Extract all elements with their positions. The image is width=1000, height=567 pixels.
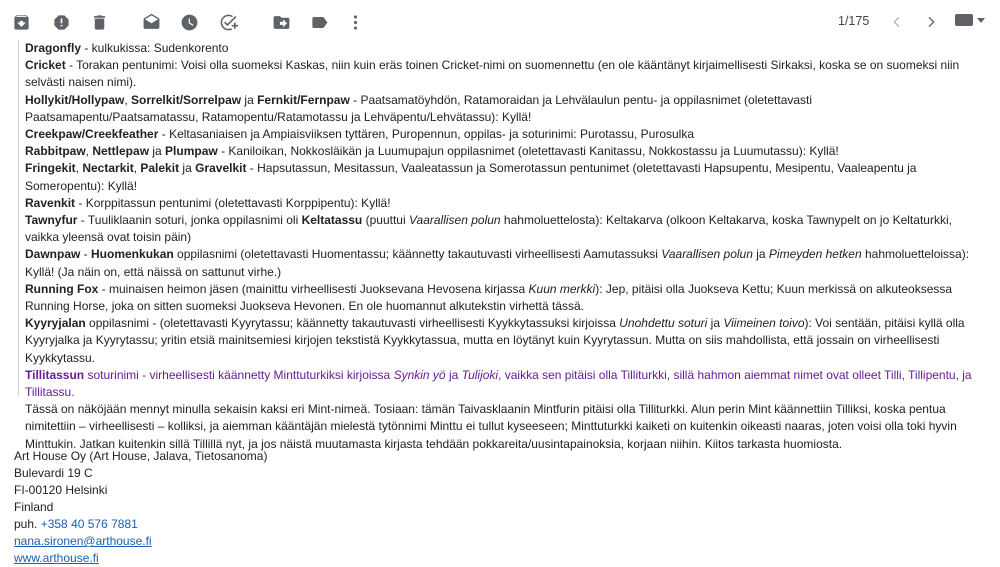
mark-unread-icon[interactable] (140, 11, 162, 33)
entry-text: ja (241, 92, 258, 107)
signature-phone-line (14, 516, 267, 533)
input-tools-button[interactable] (955, 14, 985, 26)
name-bold: Dawnpaw (25, 247, 81, 262)
entry-text: , (85, 144, 93, 159)
entry-ravenkit (25, 195, 987, 212)
entry-text: - (80, 247, 92, 262)
entry-fringekit (25, 160, 987, 194)
signature-company: Art House Oy (Art House, Jalava, Tietosanoma) (14, 449, 268, 463)
entry-text: oppilasnimi - (oletettavasti Kyyrytassu; käännetty takautuvasti virheellisesti Kyykkytassuksi kirjoissa (85, 316, 620, 331)
entry-running-fox (25, 281, 987, 315)
name-bold: Running Fox (25, 281, 99, 296)
entry-text: ja (179, 161, 196, 176)
phone-link[interactable]: +358 40 576 7881 (40, 517, 138, 531)
entry-text: - Paatsamatöyhdön, Ratamoraidan ja Lehvälaulun pentu- ja oppilasnimet (oletettavasti Paatsamapentu/Paatsamatassu, Ratamopentu/Ratamotassu ja Lehväpentu/Lehvätassu): Kyllä! (25, 92, 813, 124)
entry-text: ): Voi sentään, pitäisi kyllä olla Kyyryjalka ja Kyyrytassu; yritin etsiä mainitsemiesi kirjojen tekstistä Kyykkytassua, mutta en löytänyt kuin Kyyrytassun. Mutta on siis mahdollista, että jossain on virheellisesti Kyykkytassu. (25, 316, 965, 365)
name-bold: Nettlepaw (92, 144, 150, 159)
entry-text: - Korppitassun pentunimi (oletettavasti Korppipentu): Kyllä! (75, 195, 391, 210)
entry-text: - Torakan pentunimi: Voisi olla suomeksi Kaskas, niin kuin eräs toinen Cricket-nimi on suomennettu (en ole kääntänyt kirjaimellisesti Sirkaksi, koska se on suomeksi niin selvästi naisen nimi). (25, 58, 960, 90)
book-title: Viimeinen toivo (723, 316, 805, 331)
name-bold: Keltatassu (301, 213, 363, 228)
email-body (25, 40, 987, 453)
entry-text: ja (752, 247, 769, 262)
book-title: Vaarallisen polun (661, 247, 753, 262)
signature-country: Finland (14, 500, 54, 514)
entry-text: hahmoluetteloissa): Kyllä! (Ja näin on, että näissä on sattunut virhe.) (25, 247, 970, 279)
name-bold: Sorrelkit/Sorrelpaw (131, 92, 242, 107)
name-bold: Tillitassun (25, 367, 85, 382)
book-title: Tulijoki (461, 367, 499, 382)
name-bold: Tawnyfur (25, 213, 78, 228)
entry-text: - kulkukissa: Sudenkorento (81, 41, 229, 55)
snooze-icon[interactable] (178, 11, 200, 33)
entry-text: hahmoluettelosta): Keltakarva (olkoon Keltakarva, koska Tawnypelt on jo Keltaturkki, vaikka yleensä ovat toisin päin) (25, 213, 952, 245)
entry-text: - Kaniloikan, Nokkosläikän ja Luumupajun oppilasnimet (oletettavasti Kanitassu, Nokkostassu ja Luumutassu): Kyllä! (217, 144, 839, 159)
name-bold: Dragonfly (25, 41, 82, 55)
label-icon[interactable] (308, 11, 330, 33)
name-bold: Kyyryjalan (25, 316, 86, 331)
name-bold: Creekpaw/Creekfeather (25, 127, 159, 142)
name-bold: Plumpaw (165, 144, 218, 159)
entry-text: - Keltasaniaisen ja Ampiaisviiksen tyttären, Puropennun, oppilas- ja soturinimi: Purotassu, Purosulka (158, 127, 695, 142)
toolbar (0, 0, 1000, 44)
signature-city: FI-00120 Helsinki (14, 483, 108, 497)
entry-text: ja (149, 144, 166, 159)
keyboard-icon (955, 14, 973, 26)
entry-text: , vaikka sen pitäisi olla Tilliturkki, sillä hahmon aiemmat nimet ovat olleet Tilli, Tillipentu, ja Tillitassu. (25, 367, 972, 400)
report-spam-icon[interactable] (50, 11, 72, 33)
name-bold: Ravenkit (25, 195, 76, 210)
book-title: Unohdettu soturi (619, 316, 708, 331)
signature (14, 448, 267, 567)
next-email-icon[interactable] (921, 12, 941, 32)
entry-kyyryjalka (25, 315, 987, 367)
entry-text: - Tuuliklaanin soturi, jonka oppilasnimi oli (77, 213, 302, 228)
name-bold: Nectarkit (82, 161, 134, 176)
entry-text: - muinaisen heimon jäsen (mainittu virheellisesti Juoksevana Hevosena kirjassa (98, 281, 529, 296)
entry-cricket (25, 57, 987, 91)
name-bold: Huomenkukan (91, 247, 174, 262)
name-bold: Hollykit/Hollypaw (25, 92, 125, 107)
move-to-icon[interactable] (270, 11, 292, 33)
pagination-count: 1/175 (838, 14, 870, 28)
email-link[interactable]: nana.sironen@arthouse.fi (14, 534, 152, 548)
entry-text: ja (445, 367, 462, 382)
entry-text: , (75, 161, 83, 176)
entry-text: , (124, 92, 132, 107)
entry-text: oppilasnimi (oletettavasti Huomentassu; käännetty takautuvasti virheellisesti Aamutassuksi (173, 247, 662, 262)
closing-paragraph: Tässä on näköjään mennyt minulla sekaisin kaksi eri Mint-nimeä. Tosiaan: tämän Taivasklaanin Mintfurin pitäisi olla Tilliturkki. Alun perin Mint käännettiin Tilliksi, koska pentua nimitettiin – virheellisesti – kolliksi, ja aiemman kääntäjän mielestä tytönnimi Minttu ei tullut kyseeseen; Minttuturkki kaiketi on kuitenkin oikeasti naaras, joten voisi olla toki hyvin Minttukin. Jatkan kuitenkin sillä Tillillä nyt, ja jos näistä muutamasta kirjasta tehdään pokkareita/uusintapainoksia, korjaan niihin. Kiitos tarkasta huomiosta. (25, 402, 957, 451)
book-title: Pimeyden hetken (768, 247, 862, 262)
name-bold: Palekit (140, 161, 180, 176)
name-bold: Rabbitpaw (25, 144, 86, 159)
archive-icon[interactable] (10, 11, 32, 33)
entry-text: soturinimi - virheellisesti käännetty Minttuturkiksi kirjoissa (84, 367, 394, 382)
delete-icon[interactable] (88, 11, 110, 33)
add-task-icon[interactable] (217, 11, 239, 33)
entry-hollykit (25, 92, 987, 126)
entry-rabbitpaw (25, 143, 987, 160)
previous-email-icon[interactable] (887, 12, 907, 32)
website-link[interactable]: www.arthouse.fi (14, 551, 99, 565)
phone-label: puh. (14, 517, 41, 531)
entry-text: - Hapsutassun, Mesitassun, Vaaleatassun ja Somerotassun pentunimet (oletettavasti Hapsupentu, Mesipentu, Vaaleapentu ja Someropentu): Kyllä! (25, 161, 917, 193)
name-bold: Cricket (25, 58, 66, 73)
entry-creekpaw (25, 126, 987, 143)
signature-street: Bulevardi 19 C (14, 466, 93, 480)
entry-dragonfly (25, 40, 987, 57)
entry-text: ja (707, 316, 724, 331)
entry-dawnpaw (25, 246, 987, 280)
book-title: Kuun merkki (528, 281, 596, 296)
book-title: Synkin yö (393, 367, 446, 382)
entry-text: ): Jep, pitäisi olla Juokseva Kettu; Kuun merkissä on alkuteoksessa Running Horse, joka on sitten suomeksi Juokseva Hevonen. En ole huomannut alkutekstin virhettä tässä. (25, 281, 953, 314)
book-title: Vaarallisen polun (408, 213, 501, 228)
more-options-icon[interactable] (344, 11, 366, 33)
name-bold: Fringekit (25, 161, 76, 176)
name-bold: Gravelkit (195, 161, 247, 176)
entry-tillitassu (25, 367, 987, 401)
entry-tawnyfur (25, 212, 987, 246)
name-bold: Fernkit/Fernpaw (257, 92, 350, 107)
entry-text: , (133, 161, 141, 176)
chevron-down-icon (977, 18, 985, 23)
entry-text: (puuttui (362, 213, 409, 228)
